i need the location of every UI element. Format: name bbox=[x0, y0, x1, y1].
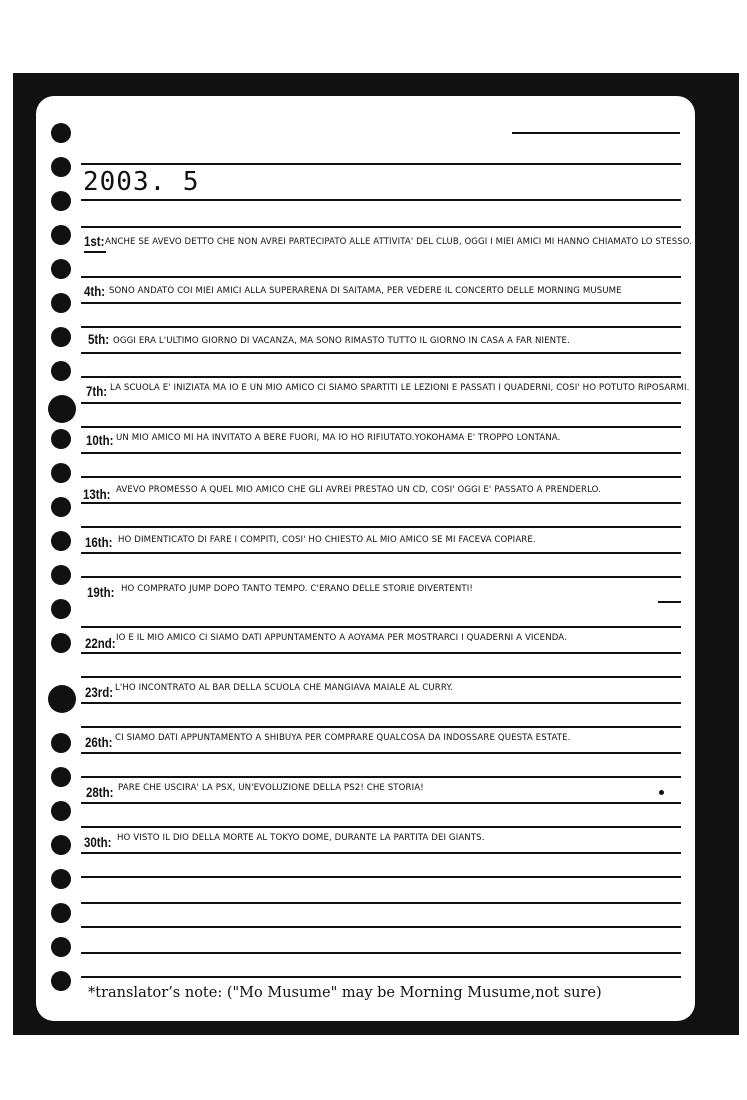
binder-hole-icon bbox=[51, 429, 71, 449]
notebook-page bbox=[36, 96, 695, 1021]
rule-line bbox=[81, 976, 681, 978]
binder-hole-icon bbox=[51, 565, 71, 585]
entry-day: 10th: bbox=[86, 432, 114, 448]
binder-hole-icon bbox=[51, 531, 71, 551]
rule-line bbox=[81, 752, 681, 754]
binder-hole-icon bbox=[51, 463, 71, 483]
entry-text: HO VISTO IL DIO DELLA MORTE AL TOKYO DOME, DURANTE LA PARTITA DEI GIANTS. bbox=[117, 833, 485, 843]
binder-hole-icon bbox=[51, 327, 71, 347]
binder-hole-icon bbox=[51, 599, 71, 619]
binder-hole-icon bbox=[51, 361, 71, 381]
day-underline bbox=[84, 251, 106, 253]
entry-day: 16th: bbox=[85, 534, 113, 550]
rule-line bbox=[81, 276, 681, 278]
entry-text: PARE CHE USCIRA' LA PSX, UN'EVOLUZIONE DELLA PS2! CHE STORIA! bbox=[118, 783, 424, 793]
binder-hole-icon bbox=[51, 903, 71, 923]
entry-text: AVEVO PROMESSO A QUEL MIO AMICO CHE GLI AVREI PRESTAO UN CD, COSI' OGGI E' PASSATO A PRENDERLO. bbox=[116, 485, 602, 495]
entry-text: UN MIO AMICO MI HA INVITATO A BERE FUORI, MA IO HO RIFIUTATO.YOKOHAMA E' TROPPO LONTANA. bbox=[116, 433, 561, 443]
entry-day: 5th: bbox=[88, 331, 110, 347]
entry-text: HO DIMENTICATO DI FARE I COMPITI, COSI' HO CHIESTO AL MIO AMICO SE MI FACEVA COPIARE. bbox=[118, 535, 536, 545]
entry-text: IO E IL MIO AMICO CI SIAMO DATI APPUNTAMENTO A AOYAMA PER MOSTRARCI I QUADERNI A VICENDA. bbox=[116, 633, 567, 643]
binder-hole-icon bbox=[51, 633, 71, 653]
rule-line bbox=[81, 226, 681, 228]
rule-line bbox=[81, 163, 681, 165]
binder-hole-icon bbox=[51, 157, 71, 177]
binder-hole-icon bbox=[51, 835, 71, 855]
ink-dot-icon bbox=[659, 790, 664, 795]
binder-hole-icon bbox=[51, 733, 71, 753]
entry-day: 4th: bbox=[84, 283, 106, 299]
binder-hole-icon bbox=[51, 123, 71, 143]
binder-hole-icon bbox=[48, 395, 76, 423]
rule-line bbox=[81, 576, 681, 578]
binder-hole-icon bbox=[51, 225, 71, 245]
entry-text: SONO ANDATO COI MIEI AMICI ALLA SUPERARENA DI SAITAMA, PER VEDERE IL CONCERTO DELLE MORNING MUSUME bbox=[109, 286, 622, 296]
entry-day: 1st: bbox=[84, 233, 105, 249]
rule-line bbox=[81, 526, 681, 528]
rule-line bbox=[81, 302, 681, 304]
rule-line bbox=[81, 402, 681, 404]
rule-line bbox=[81, 199, 681, 201]
entry-day: 22nd: bbox=[85, 635, 116, 651]
rule-line bbox=[81, 952, 681, 954]
binder-hole-icon bbox=[51, 259, 71, 279]
binder-hole-icon bbox=[48, 685, 76, 713]
binder-hole-icon bbox=[51, 767, 71, 787]
binder-hole-icon bbox=[51, 497, 71, 517]
rule-line bbox=[81, 826, 681, 828]
entry-day: 30th: bbox=[84, 834, 112, 850]
rule-line bbox=[81, 876, 681, 878]
binder-hole-icon bbox=[51, 191, 71, 211]
rule-line bbox=[81, 426, 681, 428]
binder-hole-icon bbox=[51, 937, 71, 957]
entry-text: ANCHE SE AVEVO DETTO CHE NON AVREI PARTECIPATO ALLE ATTIVITA' DEL CLUB, OGGI I MIEI AMICI MI HANNO CHIAMATO LO STESSO. bbox=[105, 237, 693, 247]
rule-line bbox=[81, 476, 681, 478]
rule-line bbox=[81, 802, 681, 804]
entry-text: LA SCUOLA E' INIZIATA MA IO E UN MIO AMICO CI SIAMO SPARTITI LE LEZIONI E PASSATI I QUADERNI, COSI' HO POTUTO RIPOSARMI. bbox=[110, 383, 690, 393]
rule-line bbox=[81, 652, 681, 654]
entry-day: 7th: bbox=[86, 383, 108, 399]
entry-day: 23rd: bbox=[85, 684, 114, 700]
rule-line bbox=[81, 726, 681, 728]
rule-line bbox=[81, 376, 681, 378]
rule-line bbox=[81, 776, 681, 778]
binder-hole-icon bbox=[51, 801, 71, 821]
rule-line bbox=[81, 452, 681, 454]
rule-line bbox=[81, 702, 681, 704]
header-rule bbox=[512, 132, 680, 134]
rule-line bbox=[81, 676, 681, 678]
binder-hole-icon bbox=[51, 869, 71, 889]
page-title: 2003. 5 bbox=[83, 167, 200, 197]
translator-note: *translator’s note: ("Mo Musume" may be Morning Musume,not sure) bbox=[88, 985, 602, 1001]
entry-day: 13th: bbox=[83, 486, 111, 502]
rule-line bbox=[81, 552, 681, 554]
rule-line bbox=[81, 852, 681, 854]
entry-day: 26th: bbox=[85, 734, 113, 750]
binder-hole-icon bbox=[51, 971, 71, 991]
rule-line bbox=[81, 326, 681, 328]
entry-text: CI SIAMO DATI APPUNTAMENTO A SHIBUYA PER COMPRARE QUALCOSA DA INDOSSARE QUESTA ESTATE. bbox=[115, 733, 571, 743]
entry-day: 19th: bbox=[87, 584, 115, 600]
rule-line bbox=[81, 626, 681, 628]
rule-line bbox=[81, 352, 681, 354]
rule-line bbox=[81, 502, 681, 504]
binder-hole-icon bbox=[51, 293, 71, 313]
rule-line bbox=[81, 902, 681, 904]
rule-line bbox=[658, 601, 681, 603]
entry-day: 28th: bbox=[86, 784, 114, 800]
rule-line bbox=[81, 926, 681, 928]
entry-text: HO COMPRATO JUMP DOPO TANTO TEMPO. C'ERANO DELLE STORIE DIVERTENTI! bbox=[121, 584, 473, 594]
entry-text: OGGI ERA L'ULTIMO GIORNO DI VACANZA, MA SONO RIMASTO TUTTO IL GIORNO IN CASA A FAR NIENTE. bbox=[113, 336, 570, 346]
entry-text: L'HO INCONTRATO AL BAR DELLA SCUOLA CHE MANGIAVA MAIALE AL CURRY. bbox=[115, 683, 453, 693]
